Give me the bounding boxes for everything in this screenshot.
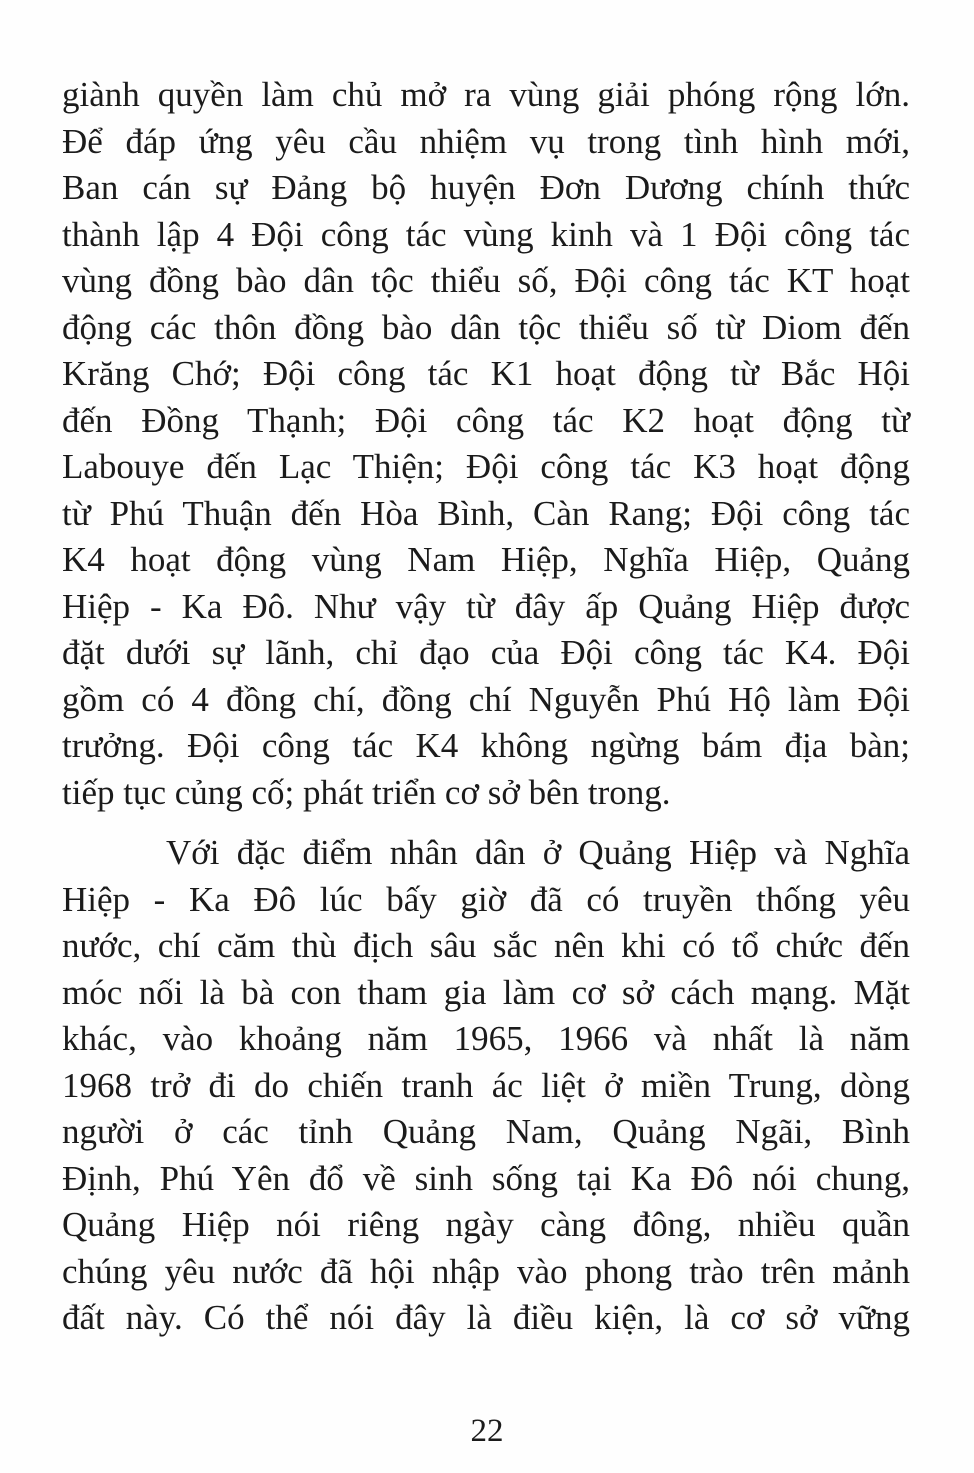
text-line: thành lập 4 Đội công tác vùng kinh và 1 Đội công tác — [62, 214, 910, 254]
text-line: Ban cán sự Đảng bộ huyện Đơn Dương chính thức — [62, 168, 910, 207]
text-line: từ Phú Thuận đến Hòa Bình, Càn Rang; Đội công tác — [62, 493, 910, 533]
text-line: móc nối là bà con tham gia làm cơ sở cách mạng. Mặt — [62, 972, 910, 1012]
text-line: Krăng Chớ; Đội công tác K1 hoạt động từ Bắc Hội — [62, 354, 910, 393]
text-line: khác, vào khoảng năm 1965, 1966 và nhất là năm — [62, 1019, 910, 1058]
text-line: đặt dưới sự lãnh, chỉ đạo của Đội công tác K4. Đội — [62, 633, 910, 672]
text-line: Để đáp ứng yêu cầu nhiệm vụ trong tình hình mới, — [62, 121, 910, 161]
text-line: người ở các tỉnh Quảng Nam, Quảng Ngãi, Bình — [62, 1112, 910, 1151]
text-line: Định, Phú Yên đổ về sinh sống tại Ka Đô nói chung, — [62, 1158, 910, 1198]
text-line: K4 hoạt động vùng Nam Hiệp, Nghĩa Hiệp, Quảng — [62, 540, 910, 579]
text-line: vùng đồng bào dân tộc thiểu số, Đội công tác KT hoạt — [62, 261, 910, 300]
text-line: nước, chí căm thù địch sâu sắc nên khi có tổ chức đến — [62, 926, 910, 965]
text-line: động các thôn đồng bào dân tộc thiểu số từ Diom đến — [62, 307, 910, 347]
text-line: chúng yêu nước đã hội nhập vào phong trào trên mảnh — [62, 1251, 910, 1291]
page-number: 22 — [470, 1413, 504, 1449]
text-line: trưởng. Đội công tác K4 không ngừng bám địa bàn; — [62, 726, 910, 765]
text-line: gồm có 4 đồng chí, đồng chí Nguyễn Phú Hộ làm Đội — [62, 679, 910, 719]
text-line: Hiệp - Ka Đô. Như vậy từ đây ấp Quảng Hiệp được — [62, 586, 910, 626]
text-line: Hiệp - Ka Đô lúc bấy giờ đã có truyền thống yêu — [62, 879, 910, 919]
text-line: đất này. Có thể nói đây là điều kiện, là cơ sở vững — [62, 1298, 910, 1337]
text-line: Quảng Hiệp nói riêng ngày càng đông, nhiều quần — [62, 1205, 910, 1244]
paragraph-1 — [62, 72, 910, 816]
body-text — [62, 72, 910, 1342]
text-line: Labouye đến Lạc Thiện; Đội công tác K3 hoạt động — [62, 447, 910, 486]
paragraph-2 — [62, 830, 910, 1342]
text-line: 1968 trở đi do chiến tranh ác liệt ở miền Trung, dòng — [62, 1065, 910, 1105]
text-line: Với đặc điểm nhân dân ở Quảng Hiệp và Nghĩa — [166, 833, 910, 872]
text-line: đến Đồng Thạnh; Đội công tác K2 hoạt động từ — [62, 400, 910, 440]
text-line: tiếp tục củng cố; phát triển cơ sở bên trong. — [62, 772, 671, 812]
text-line: giành quyền làm chủ mở ra vùng giải phóng rộng lớn. — [62, 75, 910, 114]
